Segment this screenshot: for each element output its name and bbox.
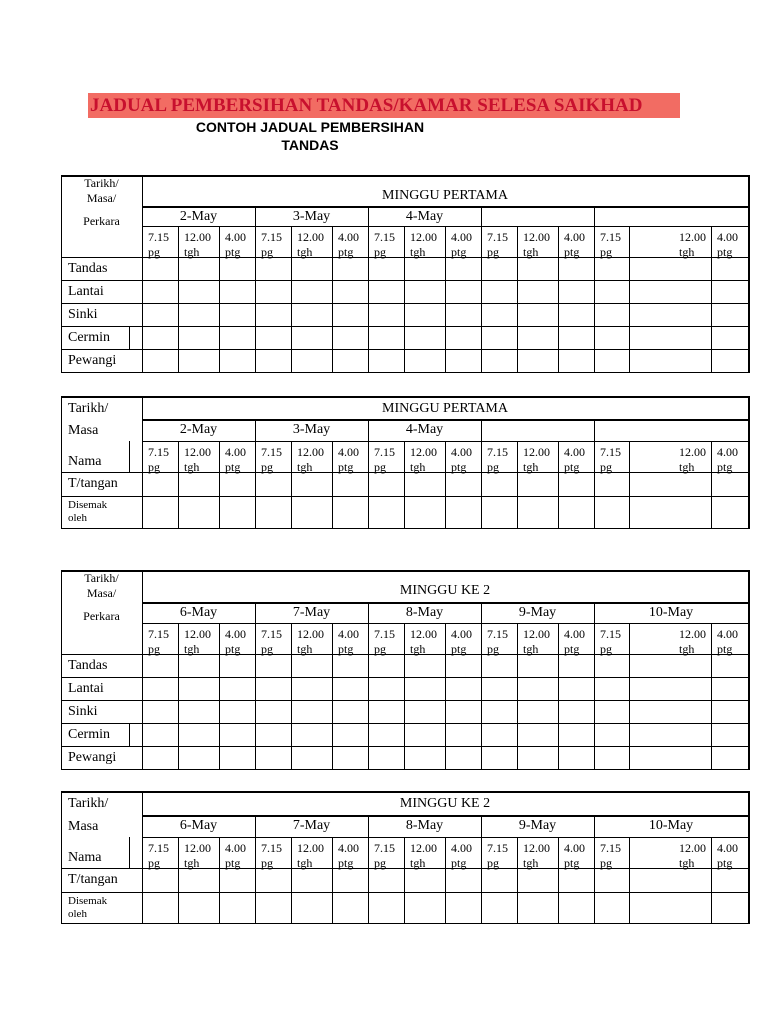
date-header: 9-May (518, 818, 557, 833)
time-slot-suffix: ptg (717, 642, 733, 656)
table-rule (61, 396, 62, 528)
table-rule (61, 769, 749, 770)
table-rule (61, 570, 62, 769)
table-rule (142, 419, 748, 421)
table-rule (558, 226, 559, 372)
time-slot: 7.15 (261, 445, 282, 459)
time-slot: 4.00 (717, 230, 738, 244)
table-rule (142, 206, 748, 208)
time-slot: 12.00 (297, 627, 324, 641)
time-slot-suffix: tgh (297, 460, 313, 474)
date-header: 4-May (405, 422, 444, 437)
time-slot-suffix: tgh (297, 245, 313, 259)
table-rule (219, 837, 220, 923)
time-slot-suffix: ptg (225, 245, 241, 259)
time-slot-suffix: pg (600, 245, 612, 259)
time-slot-suffix: pg (261, 460, 273, 474)
header-date-label: Tarikh/ (84, 176, 119, 190)
table-rule (748, 175, 750, 373)
time-slot: 4.00 (225, 445, 246, 459)
time-slot: 12.00 (679, 445, 706, 459)
table-rule (558, 623, 559, 769)
time-slot-suffix: pg (261, 856, 273, 870)
table-rule (629, 623, 630, 769)
time-slot: 12.00 (523, 627, 550, 641)
time-slot-suffix: ptg (225, 460, 241, 474)
table-rule (142, 602, 748, 604)
table-rule (481, 419, 482, 441)
document-title: JADUAL PEMBERSIHAN TANDAS/KAMAR SELESA SAIKHAD (88, 93, 680, 118)
header-date-label: Tarikh/ (84, 571, 119, 585)
table-rule (219, 623, 220, 769)
time-slot: 4.00 (451, 841, 472, 855)
table-rule (255, 226, 256, 372)
time-slot: 12.00 (679, 841, 706, 855)
row-label: Lantai (68, 681, 104, 696)
date-header: 8-May (405, 605, 444, 620)
time-slot: 12.00 (297, 230, 324, 244)
table-rule (594, 226, 595, 372)
row-label: Pewangi (68, 353, 117, 368)
time-slot-suffix: tgh (679, 245, 695, 259)
time-slot-suffix: pg (148, 856, 160, 870)
date-header: 7-May (292, 818, 331, 833)
time-slot-suffix: ptg (338, 642, 354, 656)
time-slot: 4.00 (717, 445, 738, 459)
time-slot: 7.15 (487, 445, 508, 459)
time-slot: 7.15 (374, 841, 395, 855)
time-slot-suffix: ptg (338, 245, 354, 259)
time-slot: 12.00 (679, 230, 706, 244)
time-slot: 12.00 (410, 627, 437, 641)
time-slot-suffix: ptg (451, 856, 467, 870)
date-header: 2-May (179, 422, 218, 437)
table-rule (517, 623, 518, 769)
time-slot-suffix: tgh (297, 856, 313, 870)
time-slot-suffix: pg (374, 642, 386, 656)
table-rule (748, 396, 750, 529)
header-task-label: Perkara (83, 214, 120, 228)
header-time-label: Masa/ (86, 586, 117, 600)
table-rule (711, 837, 712, 923)
subtitle-line-1: CONTOH JADUAL PEMBERSIHAN (195, 119, 425, 135)
week-title: MINGGU PERTAMA (382, 401, 508, 416)
table-rule (517, 441, 518, 528)
row-label: Pewangi (68, 750, 117, 765)
time-slot: 4.00 (225, 841, 246, 855)
time-slot-suffix: ptg (451, 460, 467, 474)
table-rule (445, 226, 446, 372)
time-slot-suffix: tgh (679, 856, 695, 870)
table-rule (61, 349, 748, 350)
time-slot-suffix: ptg (717, 460, 733, 474)
table-rule (629, 226, 630, 372)
table-rule (61, 700, 748, 701)
time-slot-suffix: tgh (523, 245, 539, 259)
header-time-label: Masa (68, 819, 99, 834)
table-rule (61, 868, 748, 869)
table-rule (61, 677, 748, 678)
table-rule (517, 837, 518, 923)
time-slot: 4.00 (225, 627, 246, 641)
table-rule (332, 623, 333, 769)
table-rule (517, 226, 518, 372)
time-slot-suffix: pg (600, 642, 612, 656)
time-slot: 7.15 (148, 230, 169, 244)
table-rule (711, 441, 712, 528)
time-slot: 7.15 (261, 841, 282, 855)
table-rule (291, 837, 292, 923)
date-header: 2-May (179, 209, 218, 224)
table-rule (368, 226, 369, 372)
date-header: 10-May (648, 818, 694, 833)
table-rule (445, 623, 446, 769)
time-slot: 12.00 (523, 230, 550, 244)
date-header: 3-May (292, 422, 331, 437)
time-slot: 12.00 (184, 230, 211, 244)
time-slot: 4.00 (338, 230, 359, 244)
time-slot-suffix: tgh (184, 245, 200, 259)
table-rule (61, 175, 749, 177)
table-rule (481, 226, 482, 372)
time-slot: 7.15 (600, 841, 621, 855)
table-rule (629, 441, 630, 528)
table-rule (61, 326, 748, 327)
week-title: MINGGU KE 2 (399, 796, 491, 811)
table-rule (178, 837, 179, 923)
time-slot: 12.00 (184, 445, 211, 459)
header-task-label: Perkara (83, 609, 120, 623)
time-slot-suffix: tgh (410, 245, 426, 259)
time-slot-suffix: tgh (410, 856, 426, 870)
time-slot: 12.00 (184, 627, 211, 641)
header-name-label: Nama (68, 850, 102, 865)
table-rule (61, 496, 748, 497)
row-label: T/tangan (68, 872, 118, 887)
time-slot-suffix: pg (487, 642, 499, 656)
time-slot: 4.00 (338, 841, 359, 855)
table-rule (481, 206, 482, 226)
time-slot: 12.00 (679, 627, 706, 641)
row-label: Tandas (68, 658, 108, 673)
time-slot: 4.00 (564, 445, 585, 459)
header-date-label: Tarikh/ (68, 401, 109, 416)
table-rule (445, 837, 446, 923)
header-name-label: Nama (68, 454, 102, 469)
table-rule (291, 623, 292, 769)
time-slot-suffix: pg (148, 460, 160, 474)
time-slot-suffix: tgh (297, 642, 313, 656)
table-rule (61, 372, 749, 373)
row-label: Tandas (68, 261, 108, 276)
table-rule (61, 528, 749, 529)
time-slot-suffix: tgh (184, 856, 200, 870)
table-rule (219, 226, 220, 372)
time-slot: 7.15 (374, 445, 395, 459)
time-slot: 7.15 (487, 841, 508, 855)
time-slot: 4.00 (451, 230, 472, 244)
table-rule (481, 837, 482, 923)
table-rule (404, 441, 405, 528)
time-slot: 12.00 (523, 841, 550, 855)
time-slot-suffix: ptg (451, 642, 467, 656)
table-rule (61, 746, 748, 747)
table-rule (255, 441, 256, 528)
time-slot: 4.00 (564, 230, 585, 244)
time-slot-suffix: ptg (717, 245, 733, 259)
table-rule (558, 837, 559, 923)
date-header: 6-May (179, 818, 218, 833)
table-rule (594, 206, 595, 226)
date-header: 10-May (648, 605, 694, 620)
table-rule (61, 257, 748, 258)
table-rule (368, 837, 369, 923)
header-date-label: Tarikh/ (68, 796, 109, 811)
time-slot: 7.15 (374, 627, 395, 641)
date-header: 4-May (405, 209, 444, 224)
row-label: Lantai (68, 284, 104, 299)
time-slot: 7.15 (261, 230, 282, 244)
time-slot-suffix: ptg (338, 856, 354, 870)
table-rule (594, 623, 595, 769)
time-slot: 12.00 (410, 841, 437, 855)
date-header: 8-May (405, 818, 444, 833)
subtitle-line-2: TANDAS (281, 137, 339, 153)
row-label: Disemak oleh (68, 499, 108, 524)
time-slot-suffix: ptg (338, 460, 354, 474)
table-rule (711, 226, 712, 372)
row-label: Sinki (68, 704, 98, 719)
time-slot-suffix: pg (487, 460, 499, 474)
time-slot: 4.00 (564, 627, 585, 641)
time-slot: 7.15 (600, 445, 621, 459)
time-slot: 7.15 (487, 627, 508, 641)
time-slot: 4.00 (338, 445, 359, 459)
row-label: Sinki (68, 307, 98, 322)
table-rule (368, 441, 369, 528)
table-rule (748, 791, 750, 924)
time-slot-suffix: pg (374, 856, 386, 870)
header-time-label: Masa (68, 423, 99, 438)
header-time-label: Masa/ (86, 191, 117, 205)
time-slot-suffix: tgh (184, 460, 200, 474)
time-slot-suffix: tgh (523, 642, 539, 656)
time-slot-suffix: pg (374, 245, 386, 259)
table-rule (61, 892, 748, 893)
table-rule (129, 837, 130, 868)
table-rule (61, 280, 748, 281)
time-slot-suffix: tgh (679, 642, 695, 656)
time-slot-suffix: ptg (451, 245, 467, 259)
time-slot-suffix: pg (261, 245, 273, 259)
week-title: MINGGU KE 2 (399, 583, 491, 598)
table-rule (61, 303, 748, 304)
time-slot-suffix: pg (487, 245, 499, 259)
time-slot: 4.00 (338, 627, 359, 641)
table-rule (178, 623, 179, 769)
table-rule (61, 570, 749, 572)
time-slot-suffix: pg (374, 460, 386, 474)
table-rule (61, 654, 748, 655)
table-rule (558, 441, 559, 528)
table-rule (481, 441, 482, 528)
time-slot-suffix: pg (261, 642, 273, 656)
time-slot: 12.00 (297, 445, 324, 459)
time-slot-suffix: tgh (410, 642, 426, 656)
table-rule (445, 441, 446, 528)
time-slot-suffix: pg (600, 460, 612, 474)
row-label: Cermin (68, 330, 110, 345)
time-slot: 4.00 (225, 230, 246, 244)
table-rule (332, 441, 333, 528)
time-slot-suffix: tgh (410, 460, 426, 474)
time-slot-suffix: tgh (184, 642, 200, 656)
table-rule (61, 923, 749, 924)
time-slot-suffix: ptg (564, 245, 580, 259)
table-rule (129, 723, 130, 746)
table-rule (594, 419, 595, 441)
row-label: Disemak oleh (68, 895, 108, 920)
time-slot: 7.15 (374, 230, 395, 244)
table-rule (129, 326, 130, 349)
time-slot: 4.00 (451, 445, 472, 459)
table-rule (61, 791, 749, 793)
time-slot-suffix: tgh (523, 460, 539, 474)
time-slot-suffix: pg (600, 856, 612, 870)
time-slot: 4.00 (564, 841, 585, 855)
time-slot-suffix: pg (148, 245, 160, 259)
table-rule (61, 175, 62, 372)
table-rule (629, 837, 630, 923)
date-header: 7-May (292, 605, 331, 620)
time-slot-suffix: ptg (564, 642, 580, 656)
time-slot: 7.15 (148, 627, 169, 641)
table-rule (748, 570, 750, 770)
row-label: T/tangan (68, 476, 118, 491)
time-slot: 12.00 (523, 445, 550, 459)
time-slot: 7.15 (487, 230, 508, 244)
time-slot: 7.15 (261, 627, 282, 641)
table-rule (332, 226, 333, 372)
table-rule (404, 837, 405, 923)
time-slot-suffix: tgh (679, 460, 695, 474)
table-rule (255, 837, 256, 923)
table-rule (594, 837, 595, 923)
time-slot: 12.00 (410, 445, 437, 459)
table-rule (61, 791, 62, 923)
table-rule (178, 226, 179, 372)
table-rule (404, 226, 405, 372)
table-rule (711, 623, 712, 769)
table-rule (61, 472, 748, 473)
table-rule (255, 623, 256, 769)
table-rule (61, 396, 749, 398)
table-rule (291, 441, 292, 528)
time-slot-suffix: ptg (564, 856, 580, 870)
date-header: 3-May (292, 209, 331, 224)
table-rule (129, 441, 130, 472)
table-rule (142, 175, 143, 372)
table-rule (404, 623, 405, 769)
time-slot-suffix: pg (487, 856, 499, 870)
time-slot: 4.00 (717, 841, 738, 855)
time-slot: 12.00 (410, 230, 437, 244)
table-rule (219, 441, 220, 528)
table-rule (481, 623, 482, 769)
row-label: Cermin (68, 727, 110, 742)
table-rule (594, 441, 595, 528)
time-slot: 4.00 (451, 627, 472, 641)
table-rule (61, 723, 748, 724)
time-slot: 4.00 (717, 627, 738, 641)
time-slot-suffix: ptg (564, 460, 580, 474)
time-slot: 7.15 (148, 841, 169, 855)
time-slot: 7.15 (600, 627, 621, 641)
time-slot: 12.00 (297, 841, 324, 855)
time-slot-suffix: pg (148, 642, 160, 656)
table-rule (142, 815, 748, 817)
date-header: 9-May (518, 605, 557, 620)
time-slot: 7.15 (148, 445, 169, 459)
time-slot-suffix: ptg (717, 856, 733, 870)
time-slot-suffix: ptg (225, 642, 241, 656)
table-rule (332, 837, 333, 923)
table-rule (178, 441, 179, 528)
time-slot: 12.00 (184, 841, 211, 855)
week-title: MINGGU PERTAMA (382, 188, 508, 203)
table-rule (142, 570, 143, 769)
time-slot-suffix: tgh (523, 856, 539, 870)
time-slot: 7.15 (600, 230, 621, 244)
time-slot-suffix: ptg (225, 856, 241, 870)
table-rule (291, 226, 292, 372)
date-header: 6-May (179, 605, 218, 620)
table-rule (368, 623, 369, 769)
